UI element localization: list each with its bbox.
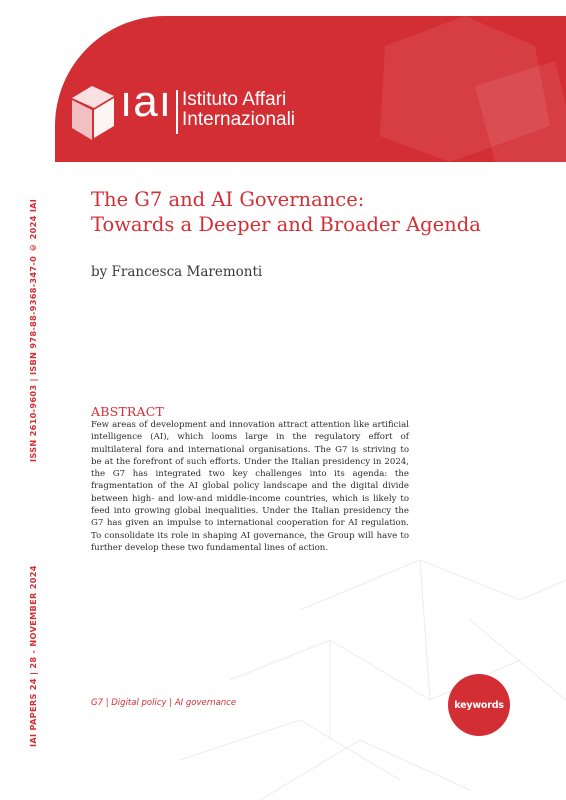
paper-title [91, 187, 531, 237]
paper-title-line1: The G7 and AI Governance: [91, 188, 365, 211]
cube-logo-icon [70, 84, 116, 142]
paper-author: by Francesca Maremonti [91, 264, 263, 280]
keywords-badge [448, 674, 510, 736]
publisher-name-line2: Internazionali [182, 109, 296, 130]
keywords-list: G7 | Digital policy | AI governance [91, 698, 237, 708]
publisher-name-line1: Istituto Affari [182, 89, 287, 110]
publisher-name [182, 90, 295, 130]
iai-logo [70, 77, 320, 142]
keywords-badge-label: keywords [454, 699, 504, 711]
logo-divider [176, 90, 178, 134]
logo-acronym: ıaı [120, 77, 172, 126]
abstract-heading: ABSTRACT [91, 404, 165, 419]
paper-title-line2: Towards a Deeper and Broader Agenda [91, 213, 481, 236]
issn-isbn-side-text: ISSN 2610-9603 | ISBN 978-88-9368-347-0 © 2024 IAI [28, 198, 38, 462]
series-date-side-text: IAI PAPERS 24 | 28 - NOVEMBER 2024 [28, 565, 38, 747]
abstract-body: Few areas of development and innovation attract attention like artificial intelligence (AI), which looms large in the regulatory effort of multilateral fora and international organisations. The G7 is striving to be at the forefront of such efforts. Under the Italian presidency in 2024, the G7 has integrated two key challenges into its agenda: the fragmentation of the AI global policy landscape and the digital divide between high- and low-and middle-income countries, which is likely to feed into growing global inequalities. Under the Italian presidency the G7 has given an impulse to international cooperation for AI regulation. To consolidate its role in shaping AI governance, the Group will have to further develop these two fundamental lines of action. [91, 420, 409, 553]
